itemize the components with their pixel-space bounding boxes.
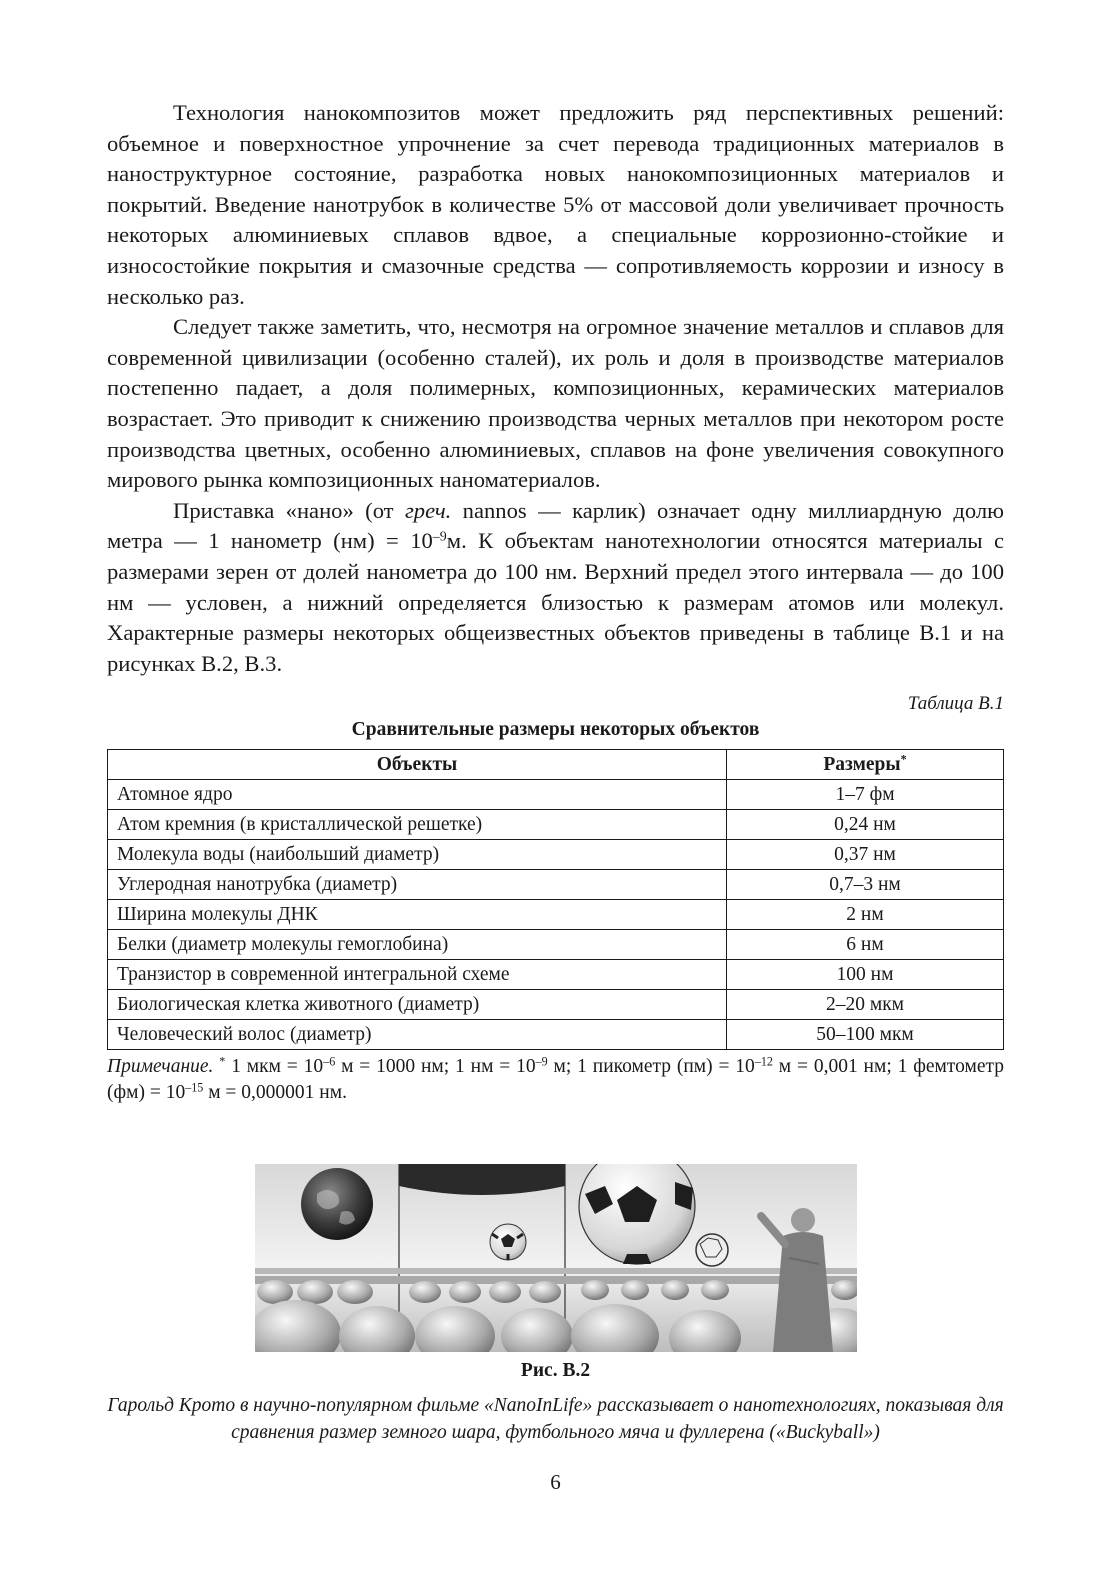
object-cell: Углеродная нанотрубка (диаметр)	[108, 870, 727, 900]
size-cell: 0,7–3 нм	[727, 870, 1004, 900]
table-row	[108, 960, 1004, 990]
figure-caption: Гарольд Крото в научно-популярном фильме «NanoInLife» рассказывает о нанотехнологиях, показывая для сравнения размер земного шара, футбольного мяча и фуллерена («Buckyball»)	[107, 1395, 1004, 1443]
table-note: Примечание. * 1 мкм = $10^{-6}$ м = 1000 нм; 1 нм = $10^{-9}$ м; 1 пикометр $(пм) = 10^{-12}$ м = 0,001 нм; 1 фемтометр $(фм) = 10^{-15}$ м = 0,000001 нм.	[107, 1054, 1004, 1104]
table-row	[108, 990, 1004, 1020]
object-cell: Ширина молекулы ДНК	[108, 900, 727, 930]
size-cell: 50–100 мкм	[727, 1020, 1004, 1050]
object-cell: Транзистор в современной интегральной схеме	[108, 960, 727, 990]
size-comparison-table	[107, 749, 1004, 1050]
object-cell: Биологическая клетка животного (диаметр)	[108, 990, 727, 1020]
page-number: 6	[550, 1470, 561, 1494]
table-row	[108, 780, 1004, 810]
table-header-row	[108, 750, 1004, 780]
object-cell: Человеческий волос (диаметр)	[108, 1020, 727, 1050]
table-row	[108, 1020, 1004, 1050]
object-cell: Белки (диаметр молекулы гемоглобина)	[108, 930, 727, 960]
object-cell: Атомное ядро	[108, 780, 727, 810]
table-row	[108, 900, 1004, 930]
size-cell: 1–7 фм	[727, 780, 1004, 810]
table-label: Таблица В.1	[907, 693, 1004, 715]
table-row	[108, 840, 1004, 870]
size-cell: 100 нм	[727, 960, 1004, 990]
object-cell: Атом кремния (в кристаллической решетке)	[108, 810, 727, 840]
figure-title: Рис. В.2	[520, 1360, 591, 1381]
table-row	[108, 870, 1004, 900]
document-page	[107, 98, 1004, 1494]
size-cell: 0,37 нм	[727, 840, 1004, 870]
table-title: Сравнительные размеры некоторых объектов	[351, 719, 760, 741]
header-sizes: Размеры*	[727, 750, 1004, 780]
figure-b2-image	[255, 1164, 857, 1352]
header-objects: Объекты	[108, 750, 727, 780]
size-cell: 2 нм	[727, 900, 1004, 930]
size-cell: 0,24 нм	[727, 810, 1004, 840]
table-row	[108, 810, 1004, 840]
size-cell: 2–20 мкм	[727, 990, 1004, 1020]
size-cell: 6 нм	[727, 930, 1004, 960]
paragraph-nanocomposites: Технология нанокомпозитов может предложить ряд перспективных решений: объемное и поверхностное упрочнение за счет перевода традиционных материалов в наноструктурное состояние, разработка новых нанокомпозиционных материалов и покрытий. Введение нанотрубок в количестве 5% от массовой доли увеличивает прочность некоторых алюминиевых сплавов вдвое, а специальные коррозионно-стойкие и износостойкие покрытия и смазочные средства — сопротивляемость коррозии и износу в несколько раз.	[107, 100, 1004, 309]
paragraph-nano-prefix: Приставка «нано» (от греч. nannos — карлик) означает одну миллиардную долю метра — 1 нанометр $(нм) = 10^{-9}м$. К объектам нанотехнологии относятся материалы с размерами зерен от долей нанометра до 100 нм. Верхний предел этого интервала — до 100 нм — условен, а нижний определяется близостью к размерам атомов или молекул. Характерные размеры некоторых общеизвестных объектов приведены в таблице В.1 и на рисунках В.2, В.3.	[107, 497, 1004, 676]
object-cell: Молекула воды (наибольший диаметр)	[108, 840, 727, 870]
table-row	[108, 930, 1004, 960]
paragraph-metals: Следует также заметить, что, несмотря на огромное значение металлов и сплавов для современной цивилизации (особенно сталей), их роль и доля в производстве материалов постепенно падает, а доля полимерных, композиционных, керамических материалов возрастает. Это приводит к снижению производства черных металлов при некотором росте производства цветных, особенно алюминиевых, сплавов на фоне увеличения совокупного мирового рынка композиционных наноматериалов.	[107, 314, 1004, 493]
